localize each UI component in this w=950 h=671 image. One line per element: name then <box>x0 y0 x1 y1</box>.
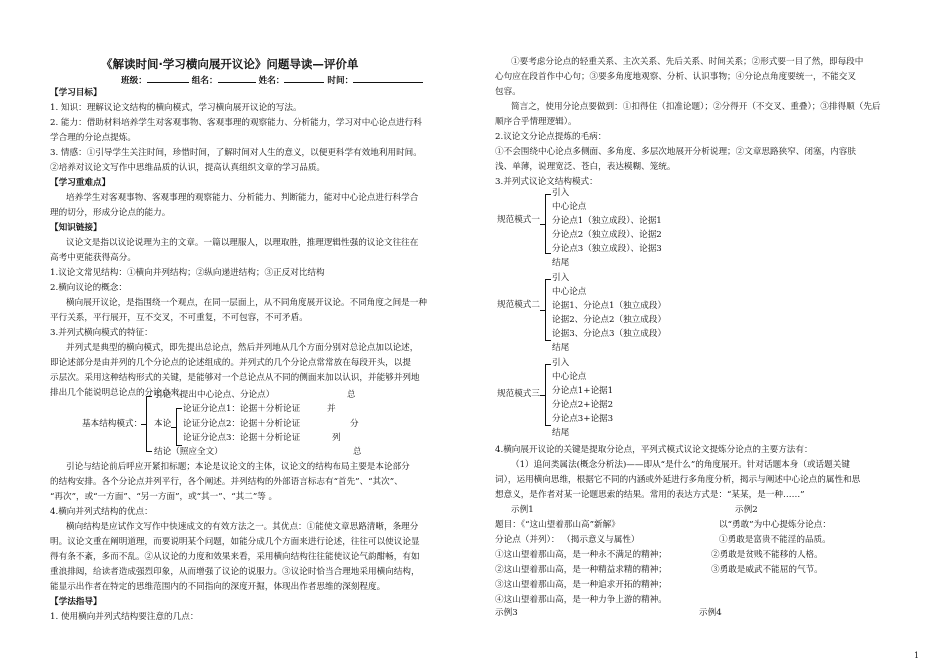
diagram-inner-brace <box>176 408 177 446</box>
goal-3b: ②培养对议论文写作中思维品质的认识，提高认真组织文章的学习品质。 <box>50 163 326 173</box>
example-2-point-3: ③勇敢是威武不能屈的气节。 <box>711 565 823 575</box>
model-1-line: 分论点2（独立成段）、论据2 <box>552 230 662 240</box>
right-line-9: 3.并列式议论文结构模式： <box>495 177 598 187</box>
header-line <box>121 72 423 89</box>
example-2-title: 以“勇敢”为中心提炼分论点： <box>719 520 831 530</box>
diagram-point-1: 论证分论点1：论据＋分析论证 <box>183 404 301 414</box>
goal-2b: 学合理的分论点提炼。 <box>50 133 136 143</box>
model-3-line: 分论点1+论据1 <box>552 386 614 396</box>
time-label: 时间： <box>327 76 354 86</box>
model-2-line: 中心论点 <box>552 287 587 297</box>
model-3-line: 结尾 <box>552 428 570 438</box>
model-3-label: 规范模式三 <box>497 389 540 399</box>
model-3-brace <box>545 364 546 426</box>
example-sub: 分论点（并列）： （揭示意义与属性） <box>495 535 640 545</box>
link-6: 平行关系，平行展开，互不交叉，不可重复，不可包容，不可矛盾。 <box>50 313 308 323</box>
right-line-13: 想意义，是作者对某一论题思索的结果。常用的表达方式是：“某某，是一种……” <box>495 490 805 500</box>
section-goal: 【学习目标】 <box>50 88 102 98</box>
class-blank[interactable] <box>147 72 189 83</box>
diagram-point-3: 论证分论点3：论据＋分析论证 <box>183 433 301 443</box>
example-2-label: 示例2 <box>735 505 758 515</box>
diagram-zong-bottom: 总 <box>353 447 362 457</box>
model-1-label: 规范模式一 <box>497 215 540 225</box>
example-2-point-2: ②勇敢是贫贱不能移的人格。 <box>711 550 823 560</box>
model-3-line: 分论点2+论据2 <box>552 400 614 410</box>
method-1: 1. 使用横向并列式结构要注意的几点： <box>50 612 199 622</box>
model-3-line: 分论点3+论据3 <box>552 414 614 424</box>
link-3: 1.议论文常见结构：①横向并列结构；②纵向递进结构；③正反对比结构 <box>50 268 325 278</box>
model-1-line: 分论点1（独立成段）、论据1 <box>552 216 662 226</box>
right-line-2: 心句应在段首作中心句；③要多角度地观察、分析、认识事物；④分论点角度要统一，不能交叉 <box>495 72 856 82</box>
link-18: 得有条不紊，多而不乱。②从议论的力度和效果来看，采用横向结构往往能使议论气韵酣畅，有如 <box>50 552 420 562</box>
example-title: 题目：《“这山望着那山高”新解》 <box>495 520 620 530</box>
right-line-1: ①要考虑分论点的轻重关系、主次关系、先后关系、时间关系；②形式要一目了然，即每段中 <box>511 57 864 67</box>
link-13: 的结构安排。各个分论点并列平行，各个阐述。并列结构的外部语言标志有“首先”、“其次”、 <box>50 477 403 487</box>
section-key: 【学习重难点】 <box>50 178 111 188</box>
link-1: 议论文是指以议论说理为主的文章。一篇以理服人，以理取胜，推理逻辑性强的议论文往往在 <box>66 238 419 248</box>
example-2-point-1: ①勇敢是富贵不能淫的品质。 <box>719 535 831 545</box>
link-4: 2.横向议论的概念： <box>50 283 127 293</box>
right-line-10: 4.横向展开议论的关键是提取分论点，平列式模式议论文提炼分论点的主要方法有： <box>495 445 813 455</box>
model-2-label: 规范模式二 <box>497 300 540 310</box>
goal-3a: 3. 情感：①引导学生关注时间，珍惜时间，了解时间对人生的意义，以便更科学有效地利用时间。 <box>50 148 422 158</box>
link-17: 明。议论文重在阐明道理，而要说明某个问题，如能分成几个方面来进行论述，往往可以使议论显 <box>50 537 420 547</box>
link-11: 排出几个能说明总论点的分论点来。 <box>50 388 188 398</box>
diagram-conclusion: 结论（照应全文） <box>154 447 223 457</box>
example-1-point-1: ①这山望着那山高，是一种永不满足的精神； <box>495 550 667 560</box>
right-line-7: ①不会围绕中心论点多侧面、多角度、多层次地展开分析说理；②文章思路狭窄、闭塞，内容肤 <box>495 147 856 157</box>
diagram-intro: 引论（提出中心论点、分论点） <box>154 390 275 400</box>
model-3-line: 中心论点 <box>552 372 587 382</box>
right-line-5: 顺序合乎情理逻辑）。 <box>495 117 577 127</box>
model-2-line: 论据2、分论点2（独立成段） <box>552 315 667 325</box>
model-1-line: 中心论点 <box>552 202 587 212</box>
right-line-11: （1）追问类属法(概念分析法)——即从“是什么”的角度展开。针对话题本身（或话题关键 <box>511 460 850 470</box>
class-label: 班级： <box>121 76 147 86</box>
section-link: 【知识链接】 <box>50 223 102 233</box>
name-label: 姓名： <box>258 76 285 86</box>
model-2-line: 论据1、分论点1（独立成段） <box>552 301 667 311</box>
diagram-label: 基本结构模式： <box>82 419 143 429</box>
link-7: 3.并列式横向模式的特征： <box>50 328 153 338</box>
model-1-line: 结尾 <box>552 258 570 268</box>
right-line-8: 浅、单薄，说理宽泛、苍白，表达模糊、笼统。 <box>495 162 676 172</box>
link-12: 引论与结论前后呼应开紧扣标题；本论是议论文的主体，议论文的结构布局主要是本论部分 <box>66 462 410 472</box>
right-line-3: 包容。 <box>495 87 521 97</box>
model-2-line: 结尾 <box>552 343 570 353</box>
link-5: 横向展开议论，是指围绕一个观点，在同一层面上，从不同角度展开议论。不同角度之间是一种 <box>66 298 427 308</box>
right-line-4: 简言之，使用分论点要做到：①扣得住（扣准论题）；②分得开（不交叉、重叠）；③排得顺（先后 <box>511 102 881 112</box>
diagram-bing: 并 <box>327 404 336 414</box>
example-1-point-3: ③这山望着那山高，是一种追求开拓的精神； <box>495 580 667 590</box>
link-10: 示层次。采用这种结构形式的关键，是能够对一个总论点从不同的侧面来加以认识，并能够并列地 <box>50 373 420 383</box>
link-9: 即论述部分是由并列的几个分论点的论述组成的。并列式的几个分论点常常放在每段开头，以提 <box>50 358 411 368</box>
section-method: 【学法指导】 <box>50 597 102 607</box>
page-number: 1 <box>914 651 920 660</box>
right-line-6: 2.议论文分论点提炼的毛病： <box>495 132 607 142</box>
link-14: “再次”，或“一方面”、“另一方面”，或“其一”、“其二”等 。 <box>50 492 278 502</box>
diagram-lie: 列 <box>332 433 341 443</box>
example-4-label: 示例4 <box>699 608 722 618</box>
example-3-label: 示例3 <box>495 608 518 618</box>
model-1-line: 引入 <box>552 188 570 198</box>
model-1-brace <box>545 194 546 254</box>
diagram-outer-brace <box>146 396 147 452</box>
model-2-line: 引入 <box>552 273 570 283</box>
example-1-label: 示例1 <box>511 505 534 515</box>
diagram-benlun: 本论 <box>154 419 172 429</box>
link-2: 高考中更能获得高分。 <box>50 253 136 263</box>
link-15: 4.横向并列式结构的优点： <box>50 507 153 517</box>
key-1: 培养学生对客观事物、客观事理的观察能力、分析能力、判断能力，能对中心论点进行科学合 <box>66 193 419 203</box>
group-label: 组名： <box>191 76 218 86</box>
model-3-line: 引入 <box>552 358 570 368</box>
link-20: 能显示出作者在特定的思维范围内的不同指向的深度开掘，体现出作者思维的深刻程度。 <box>50 582 386 592</box>
link-19: 重浪排闼，给读者造成强烈印象，从而增强了议论的说服力。③议论时恰当合理地采用横向结构， <box>50 567 420 577</box>
diagram-fen: 分 <box>350 419 359 429</box>
right-line-12: 词），运用横向思维，根据它不同的内涵或外延进行多角度分析，揭示与阐述中心论点的属性和思 <box>495 475 861 485</box>
link-8: 并列式是典型的横向模式，即先提出总论点，然后并列地从几个方面分别对总论点加以论述， <box>66 343 419 353</box>
example-1-point-2: ②这山望着那山高，是一种精益求精的精神； <box>495 565 667 575</box>
group-blank[interactable] <box>218 72 256 83</box>
page-title: 《解读时间·学习横向展开议论》问题导读—评价单 <box>101 57 359 71</box>
time-blank[interactable] <box>353 72 423 83</box>
example-1-point-4: ④这山望着那山高，是一种力争上游的精神。 <box>495 595 667 605</box>
model-1-line: 分论点3（独立成段）、论据3 <box>552 244 662 254</box>
goal-1: 1. 知识：理解议论文结构的横向模式，学习横向展开议论的写法。 <box>50 103 302 113</box>
diagram-point-2: 论证分论点2：论据＋分析论证 <box>183 419 301 429</box>
model-2-line: 论据3、分论点3（独立成段） <box>552 329 667 339</box>
goal-2a: 2. 能力：借助材料培养学生对客观事物、客观事理的观察能力、分析能力，学习对中心论点进行科 <box>50 118 422 128</box>
diagram-zong-top: 总 <box>347 390 356 400</box>
model-2-brace <box>545 279 546 341</box>
link-16: 横向结构是应试作文写作中快速成文的有效方法之一。其优点：①能使文章思路清晰，条理分 <box>66 522 419 532</box>
key-2: 理的切分，形成分论点的能力。 <box>50 208 171 218</box>
name-blank[interactable] <box>284 72 324 83</box>
